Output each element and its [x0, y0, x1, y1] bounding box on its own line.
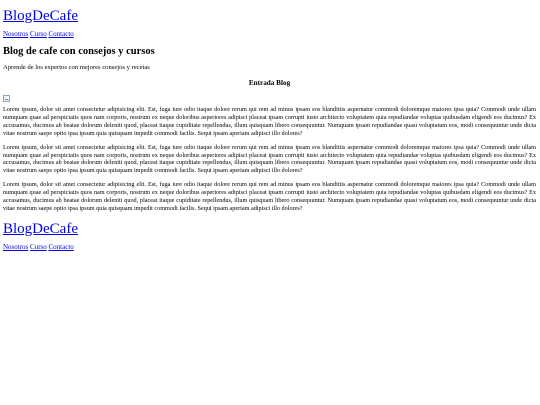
- blog-entry: [3, 79, 536, 213]
- footer-site-title-link[interactable]: BlogDeCafe: [3, 220, 78, 237]
- entry-title: Entrada Blog: [248, 79, 291, 87]
- hero-title: Blog de cafe con consejos y cursos: [3, 46, 155, 57]
- site-title-link[interactable]: BlogDeCafe: [3, 8, 78, 24]
- footer-site-title: [3, 220, 536, 238]
- entry-paragraph: Lorem ipsum, dolor sit amet consectetur adipisicing elit. Est, fuga iure odio itaque dolore rerum qui rem ad minus ipsam eos blanditiis aspernatur commodi doloremque maiores ipsa quia? Commodi unde ullam numquam quae ad perspiciatis quos nam corporis, nostrum ex neque doloribus asperiores adipisci placeat ipsam corrupti iusto architecto voluptatem quia repudiandae voluptas quibusdam eligendi eos ducimus? Ex accusamus, ducimus ab beatae dolorum deleniti quod, placeat itaque cupiditate repellendus, illum quisquam libero consequuntur. Numquam ipsam repudiandae quasi voluptatum eos, modi consequuntur unde dicta vitae nostrum saepe optio ipsa ipsum quia quisquam impedit commodi facilis. Sequi ipsam aperiam adipisci illo dolores?: [3, 181, 536, 212]
- footer-nav-link-contacto[interactable]: Contacto: [48, 242, 74, 251]
- entry-paragraph: Lorem ipsum, dolor sit amet consectetur adipisicing elit. Est, fuga iure odio itaque dolore rerum qui rem ad minus ipsam eos blanditiis aspernatur commodi doloremque maiores ipsa quia? Commodi unde ullam numquam quae ad perspiciatis quos nam corporis, nostrum ex neque doloribus asperiores adipisci placeat ipsam corrupti iusto architecto voluptatem quia repudiandae voluptas quibusdam eligendi eos ducimus? Ex accusamus, ducimus ab beatae dolorum deleniti quod, placeat itaque cupiditate repellendus, illum quisquam libero consequuntur. Numquam ipsam repudiandae quasi voluptatum eos, modi consequuntur unde dicta vitae nostrum saepe optio ipsa ipsum quia quisquam impedit commodi facilis. Sequi ipsam aperiam adipisci illo dolores?: [3, 106, 536, 137]
- footer-nav-link-curso[interactable]: Curso: [30, 242, 47, 251]
- nav-link-curso[interactable]: Curso: [30, 30, 47, 38]
- footer-nav-link-nosotros[interactable]: Nosotros: [3, 242, 29, 251]
- site-header: [3, 7, 536, 39]
- entry-paragraph: Lorem ipsum, dolor sit amet consectetur adipisicing elit. Est, fuga iure odio itaque dolore rerum qui rem ad minus ipsam eos blanditiis aspernatur commodi doloremque maiores ipsa quia? Commodi unde ullam numquam quae ad perspiciatis quos nam corporis, nostrum ex neque doloribus asperiores adipisci placeat ipsam corrupti iusto architecto voluptatem quia repudiandae voluptas quibusdam eligendi eos ducimus? Ex accusamus, ducimus ab beatae dolorum deleniti quod, placeat itaque cupiditate repellendus, illum quisquam libero consequuntur. Numquam ipsam repudiandae quasi voluptatum eos, modi consequuntur unde dicta vitae nostrum saepe optio ipsa ipsum quia quisquam impedit commodi facilis. Sequi ipsam aperiam adipisci illo dolores?: [3, 143, 536, 175]
- site-footer: [3, 220, 536, 252]
- hero-subtitle: Aprende de los expertos con mejores consejos y recetas: [3, 64, 150, 71]
- nav-link-nosotros[interactable]: Nosotros: [3, 30, 29, 38]
- site-title: [3, 7, 536, 25]
- hero: [3, 45, 536, 72]
- header-nav: [3, 30, 536, 39]
- broken-image-icon: [3, 95, 10, 102]
- page: [3, 0, 536, 252]
- nav-link-contacto[interactable]: Contacto: [48, 30, 74, 38]
- footer-nav: [3, 243, 536, 252]
